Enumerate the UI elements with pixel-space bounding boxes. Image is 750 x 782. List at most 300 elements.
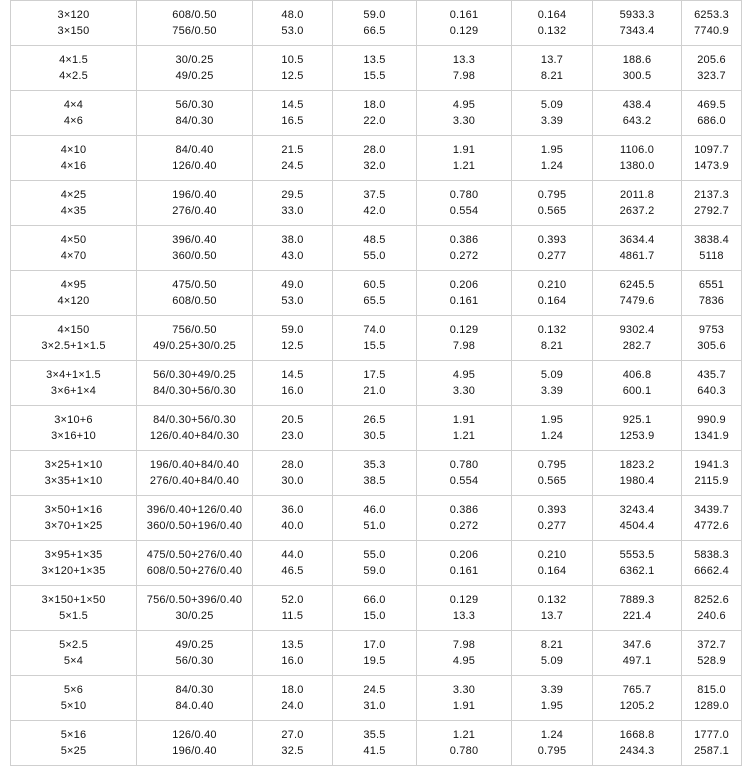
cell-line: 0.565	[537, 475, 567, 487]
cell-line: 10.5	[281, 54, 304, 66]
cell-outer-diameter-max	[333, 136, 417, 181]
cell-outer-diameter-min	[253, 91, 333, 136]
cell-conductor-structure	[137, 316, 253, 361]
cell-line: 7.98	[452, 639, 476, 651]
cell-line: 0.393	[537, 234, 567, 246]
cell-line: 55.0	[363, 250, 386, 262]
cell-line: 0.780	[449, 189, 479, 201]
cell-line: 1.91	[452, 700, 476, 712]
cell-line: 4×4	[63, 99, 84, 111]
cell-line: 30.0	[281, 475, 304, 487]
cell-line: 4×25	[60, 189, 87, 201]
cell-line: 925.1	[622, 414, 652, 426]
cell-resistance-max	[512, 361, 593, 406]
cell-outer-diameter-max	[333, 46, 417, 91]
cell-line: 32.0	[363, 160, 386, 172]
cell-line: 756/0.50	[172, 25, 217, 37]
cell-line: 15.5	[363, 340, 386, 352]
cell-line: 360/0.50+196/0.40	[146, 520, 243, 532]
cell-line: 640.3	[697, 385, 726, 397]
cell-line: 3634.4	[619, 234, 655, 246]
cell-line: 1777.0	[694, 729, 729, 741]
cell-conductor-structure	[137, 91, 253, 136]
cell-resistance-max	[512, 271, 593, 316]
cell-line: 28.0	[281, 459, 304, 471]
cell-line: 1106.0	[619, 144, 655, 156]
cell-resistance-20c	[417, 271, 512, 316]
cell-line: 643.2	[622, 115, 652, 127]
cell-line: 4×150	[57, 324, 90, 336]
cell-line: 3.30	[452, 385, 476, 397]
cell-line: 2587.1	[694, 745, 729, 757]
cell-line: 5553.5	[619, 549, 655, 561]
cell-line: 17.5	[363, 369, 386, 381]
cell-resistance-20c	[417, 676, 512, 721]
cell-weight-a	[593, 226, 682, 271]
cell-line: 3×150+1×50	[41, 594, 106, 606]
cell-line: 56/0.30	[175, 655, 214, 667]
cell-line: 360/0.50	[172, 250, 217, 262]
cell-weight-a	[593, 136, 682, 181]
table-row	[11, 91, 742, 136]
cell-line: 59.0	[281, 324, 304, 336]
table-row	[11, 46, 742, 91]
cell-outer-diameter-max	[333, 676, 417, 721]
cell-spec	[11, 406, 137, 451]
cell-line: 40.0	[281, 520, 304, 532]
cell-line: 1.21	[452, 729, 476, 741]
cell-weight-a	[593, 361, 682, 406]
cell-outer-diameter-max	[333, 226, 417, 271]
cell-spec	[11, 136, 137, 181]
cell-line: 23.0	[281, 430, 304, 442]
cell-outer-diameter-max	[333, 1, 417, 46]
cell-outer-diameter-max	[333, 316, 417, 361]
cell-conductor-structure	[137, 181, 253, 226]
cell-conductor-structure	[137, 631, 253, 676]
cell-outer-diameter-max	[333, 181, 417, 226]
cell-line: 49/0.25	[175, 639, 214, 651]
cell-line: 0.206	[449, 549, 479, 561]
cell-line: 3.39	[540, 385, 564, 397]
cell-line: 5.09	[540, 655, 564, 667]
cell-line: 84/0.30	[175, 115, 214, 127]
cell-line: 0.554	[449, 205, 479, 217]
cell-spec	[11, 721, 137, 766]
cell-resistance-20c	[417, 406, 512, 451]
cell-line: 7479.6	[619, 295, 655, 307]
cell-line: 74.0	[363, 324, 386, 336]
cell-line: 3838.4	[694, 234, 729, 246]
cell-resistance-max	[512, 226, 593, 271]
cell-line: 5×2.5	[59, 639, 88, 651]
cell-line: 35.5	[363, 729, 386, 741]
cell-line: 3.30	[452, 684, 476, 696]
cell-line: 205.6	[697, 54, 726, 66]
cell-line: 46.0	[363, 504, 386, 516]
cell-resistance-20c	[417, 631, 512, 676]
cell-line: 53.0	[281, 295, 304, 307]
cell-line: 469.5	[697, 99, 726, 111]
cell-line: 53.0	[281, 25, 304, 37]
cell-line: 0.206	[449, 279, 479, 291]
cell-line: 1668.8	[619, 729, 655, 741]
cell-outer-diameter-min	[253, 541, 333, 586]
cell-outer-diameter-max	[333, 721, 417, 766]
table-row	[11, 586, 742, 631]
cell-line: 59.0	[363, 9, 386, 21]
cell-line: 756/0.50+396/0.40	[146, 594, 243, 606]
cell-weight-b	[682, 721, 742, 766]
cell-weight-b	[682, 1, 742, 46]
cell-line: 59.0	[363, 565, 386, 577]
cell-line: 600.1	[622, 385, 652, 397]
cell-line: 765.7	[622, 684, 652, 696]
cell-spec	[11, 361, 137, 406]
cell-line: 14.5	[281, 99, 304, 111]
cell-resistance-20c	[417, 46, 512, 91]
cell-line: 608/0.50+276/0.40	[146, 565, 243, 577]
cell-spec	[11, 271, 137, 316]
cell-line: 30/0.25	[175, 54, 214, 66]
cell-conductor-structure	[137, 406, 253, 451]
cell-line: 2137.3	[694, 189, 729, 201]
cell-conductor-structure	[137, 676, 253, 721]
cell-line: 0.129	[449, 25, 479, 37]
cell-line: 84/0.30+56/0.30	[153, 414, 236, 426]
table-row	[11, 136, 742, 181]
cell-line: 0.780	[449, 745, 479, 757]
cell-line: 38.0	[281, 234, 304, 246]
cell-line: 27.0	[281, 729, 304, 741]
cell-resistance-max	[512, 676, 593, 721]
table-row	[11, 721, 742, 766]
cell-line: 2792.7	[694, 205, 729, 217]
cell-line: 4×10	[60, 144, 87, 156]
cell-line: 60.5	[363, 279, 386, 291]
cell-resistance-max	[512, 91, 593, 136]
cell-line: 33.0	[281, 205, 304, 217]
cell-line: 4.95	[452, 99, 476, 111]
cell-weight-a	[593, 406, 682, 451]
cell-line: 5×1.5	[59, 610, 88, 622]
cell-outer-diameter-min	[253, 226, 333, 271]
table-row	[11, 451, 742, 496]
cell-spec	[11, 1, 137, 46]
cell-spec	[11, 541, 137, 586]
cell-line: 5.09	[540, 99, 564, 111]
cell-spec	[11, 676, 137, 721]
cell-line: 3439.7	[694, 504, 729, 516]
cell-line: 0.161	[449, 565, 479, 577]
cell-line: 4861.7	[619, 250, 655, 262]
cell-line: 4×70	[60, 250, 87, 262]
cell-resistance-20c	[417, 721, 512, 766]
cell-line: 0.565	[537, 205, 567, 217]
cell-resistance-20c	[417, 181, 512, 226]
cell-line: 8.21	[540, 70, 564, 82]
cell-line: 31.0	[363, 700, 386, 712]
cell-weight-a	[593, 271, 682, 316]
cell-line: 38.5	[363, 475, 386, 487]
cell-line: 21.5	[281, 144, 304, 156]
cell-line: 7889.3	[619, 594, 655, 606]
cell-line: 6362.1	[619, 565, 655, 577]
cell-line: 0.795	[537, 745, 567, 757]
cell-conductor-structure	[137, 586, 253, 631]
cell-weight-a	[593, 676, 682, 721]
cell-line: 0.164	[537, 295, 567, 307]
cell-line: 126/0.40	[172, 729, 217, 741]
cell-conductor-structure	[137, 451, 253, 496]
cell-weight-b	[682, 586, 742, 631]
cell-conductor-structure	[137, 1, 253, 46]
table-row	[11, 316, 742, 361]
cell-line: 6245.5	[619, 279, 655, 291]
cell-line: 196/0.40	[172, 189, 217, 201]
cell-line: 528.9	[697, 655, 726, 667]
table-row	[11, 496, 742, 541]
cell-line: 0.554	[449, 475, 479, 487]
cell-line: 55.0	[363, 549, 386, 561]
cell-line: 0.277	[537, 250, 567, 262]
cell-weight-a	[593, 181, 682, 226]
cell-line: 43.0	[281, 250, 304, 262]
cell-weight-b	[682, 451, 742, 496]
cell-line: 815.0	[697, 684, 726, 696]
cell-line: 756/0.50	[172, 324, 217, 336]
cell-resistance-20c	[417, 316, 512, 361]
cell-resistance-max	[512, 316, 593, 361]
cell-conductor-structure	[137, 226, 253, 271]
cell-line: 12.5	[281, 70, 304, 82]
cell-resistance-max	[512, 541, 593, 586]
cell-line: 282.7	[622, 340, 652, 352]
cell-line: 305.6	[697, 340, 726, 352]
cell-outer-diameter-max	[333, 361, 417, 406]
cell-line: 438.4	[622, 99, 652, 111]
cell-line: 8.21	[540, 639, 564, 651]
cell-line: 28.0	[363, 144, 386, 156]
table-row	[11, 406, 742, 451]
cell-line: 66.0	[363, 594, 386, 606]
cell-line: 22.0	[363, 115, 386, 127]
table-body	[11, 1, 742, 766]
cell-line: 475/0.50+276/0.40	[146, 549, 243, 561]
cell-line: 3×70+1×25	[44, 520, 103, 532]
cell-line: 6253.3	[694, 9, 729, 21]
cell-line: 1.21	[452, 160, 476, 172]
cell-line: 0.132	[537, 25, 567, 37]
cell-outer-diameter-min	[253, 451, 333, 496]
cell-line: 49/0.25+30/0.25	[153, 340, 236, 352]
cell-outer-diameter-min	[253, 721, 333, 766]
cell-line: 0.795	[537, 459, 567, 471]
cell-outer-diameter-max	[333, 271, 417, 316]
cell-resistance-20c	[417, 586, 512, 631]
cell-weight-b	[682, 46, 742, 91]
cell-conductor-structure	[137, 541, 253, 586]
cell-line: 608/0.50	[172, 9, 217, 21]
cell-line: 372.7	[697, 639, 726, 651]
cell-line: 7343.4	[619, 25, 655, 37]
cell-line: 990.9	[697, 414, 726, 426]
cell-outer-diameter-min	[253, 1, 333, 46]
cell-line: 4×95	[60, 279, 87, 291]
cell-line: 7836	[698, 295, 725, 307]
cell-line: 1.95	[540, 700, 564, 712]
cell-resistance-max	[512, 631, 593, 676]
cell-outer-diameter-min	[253, 496, 333, 541]
cell-spec	[11, 586, 137, 631]
cell-line: 1823.2	[619, 459, 655, 471]
cell-resistance-20c	[417, 226, 512, 271]
cell-resistance-max	[512, 586, 593, 631]
cell-outer-diameter-max	[333, 91, 417, 136]
cell-line: 188.6	[622, 54, 652, 66]
cell-line: 16.5	[281, 115, 304, 127]
cell-line: 84.0.40	[175, 700, 214, 712]
cell-line: 26.5	[363, 414, 386, 426]
cell-line: 3×16+10	[51, 430, 96, 442]
cell-resistance-20c	[417, 91, 512, 136]
cell-line: 3.39	[540, 684, 564, 696]
cell-outer-diameter-min	[253, 46, 333, 91]
cell-line: 5118	[699, 250, 724, 262]
cell-line: 32.5	[281, 745, 304, 757]
cell-weight-b	[682, 406, 742, 451]
cell-line: 4×1.5	[59, 54, 88, 66]
cell-weight-a	[593, 496, 682, 541]
cell-outer-diameter-max	[333, 451, 417, 496]
cell-resistance-max	[512, 721, 593, 766]
cell-line: 66.5	[363, 25, 386, 37]
cell-weight-a	[593, 451, 682, 496]
cell-conductor-structure	[137, 361, 253, 406]
cell-outer-diameter-max	[333, 496, 417, 541]
cell-outer-diameter-min	[253, 136, 333, 181]
cell-spec	[11, 226, 137, 271]
cell-line: 0.129	[449, 324, 479, 336]
cell-resistance-max	[512, 496, 593, 541]
cell-line: 435.7	[697, 369, 726, 381]
cell-line: 2011.8	[619, 189, 655, 201]
cell-line: 608/0.50	[172, 295, 217, 307]
cell-line: 1.24	[540, 729, 564, 741]
cell-line: 84/0.30	[175, 684, 214, 696]
cell-line: 24.0	[281, 700, 304, 712]
cell-line: 13.5	[363, 54, 386, 66]
cell-line: 2115.9	[694, 475, 729, 487]
cell-line: 56/0.30	[175, 99, 214, 111]
cell-spec	[11, 91, 137, 136]
cell-weight-a	[593, 46, 682, 91]
cell-line: 347.6	[622, 639, 652, 651]
cell-line: 5×6	[63, 684, 84, 696]
cell-conductor-structure	[137, 271, 253, 316]
cell-line: 9753	[698, 324, 725, 336]
cell-spec	[11, 496, 137, 541]
cell-line: 1289.0	[694, 700, 729, 712]
cell-line: 12.5	[281, 340, 304, 352]
cell-line: 1.95	[540, 414, 564, 426]
cell-line: 4×2.5	[59, 70, 88, 82]
cell-line: 9302.4	[619, 324, 655, 336]
cell-line: 3×95+1×35	[44, 549, 103, 561]
cell-resistance-max	[512, 1, 593, 46]
cell-line: 300.5	[622, 70, 652, 82]
cell-weight-b	[682, 631, 742, 676]
cell-line: 475/0.50	[172, 279, 217, 291]
cell-line: 4.95	[452, 655, 476, 667]
cell-outer-diameter-min	[253, 181, 333, 226]
cell-line: 48.5	[363, 234, 386, 246]
cell-line: 3×120	[57, 9, 90, 21]
cell-line: 396/0.40+126/0.40	[146, 504, 243, 516]
cell-line: 497.1	[622, 655, 652, 667]
cell-line: 13.7	[540, 54, 564, 66]
cell-line: 686.0	[697, 115, 726, 127]
cell-line: 1941.3	[694, 459, 729, 471]
cell-weight-a	[593, 631, 682, 676]
cell-line: 20.5	[281, 414, 304, 426]
table-row	[11, 361, 742, 406]
cell-resistance-max	[512, 136, 593, 181]
cell-line: 49/0.25	[175, 70, 214, 82]
cell-outer-diameter-min	[253, 406, 333, 451]
cell-outer-diameter-min	[253, 631, 333, 676]
cell-line: 1.91	[452, 414, 476, 426]
cell-line: 5838.3	[694, 549, 729, 561]
cell-line: 84/0.30+56/0.30	[153, 385, 236, 397]
cell-line: 29.5	[281, 189, 304, 201]
cell-line: 84/0.40	[175, 144, 214, 156]
cell-outer-diameter-max	[333, 541, 417, 586]
cell-resistance-max	[512, 451, 593, 496]
cell-outer-diameter-min	[253, 586, 333, 631]
cell-line: 0.129	[449, 594, 479, 606]
cell-line: 1253.9	[619, 430, 655, 442]
cell-resistance-20c	[417, 361, 512, 406]
cell-line: 4×50	[60, 234, 87, 246]
cable-spec-table-wrapper	[10, 0, 741, 766]
cell-line: 8252.6	[694, 594, 729, 606]
cell-line: 1.91	[452, 144, 476, 156]
cell-conductor-structure	[137, 136, 253, 181]
cell-line: 36.0	[281, 504, 304, 516]
cell-line: 4×16	[60, 160, 87, 172]
cell-line: 13.7	[540, 610, 564, 622]
table-row	[11, 181, 742, 226]
cell-weight-b	[682, 361, 742, 406]
cell-weight-b	[682, 316, 742, 361]
cell-line: 37.5	[363, 189, 386, 201]
cell-spec	[11, 451, 137, 496]
cell-line: 7740.9	[694, 25, 729, 37]
cell-line: 30.5	[363, 430, 386, 442]
cell-line: 17.0	[363, 639, 386, 651]
cell-line: 4.95	[452, 369, 476, 381]
cell-line: 44.0	[281, 549, 304, 561]
cell-line: 4×35	[60, 205, 87, 217]
cell-line: 0.132	[537, 324, 567, 336]
cell-line: 0.210	[537, 549, 567, 561]
cell-line: 18.0	[363, 99, 386, 111]
cell-weight-b	[682, 271, 742, 316]
cell-weight-b	[682, 91, 742, 136]
cell-line: 3×25+1×10	[44, 459, 103, 471]
cell-spec	[11, 46, 137, 91]
